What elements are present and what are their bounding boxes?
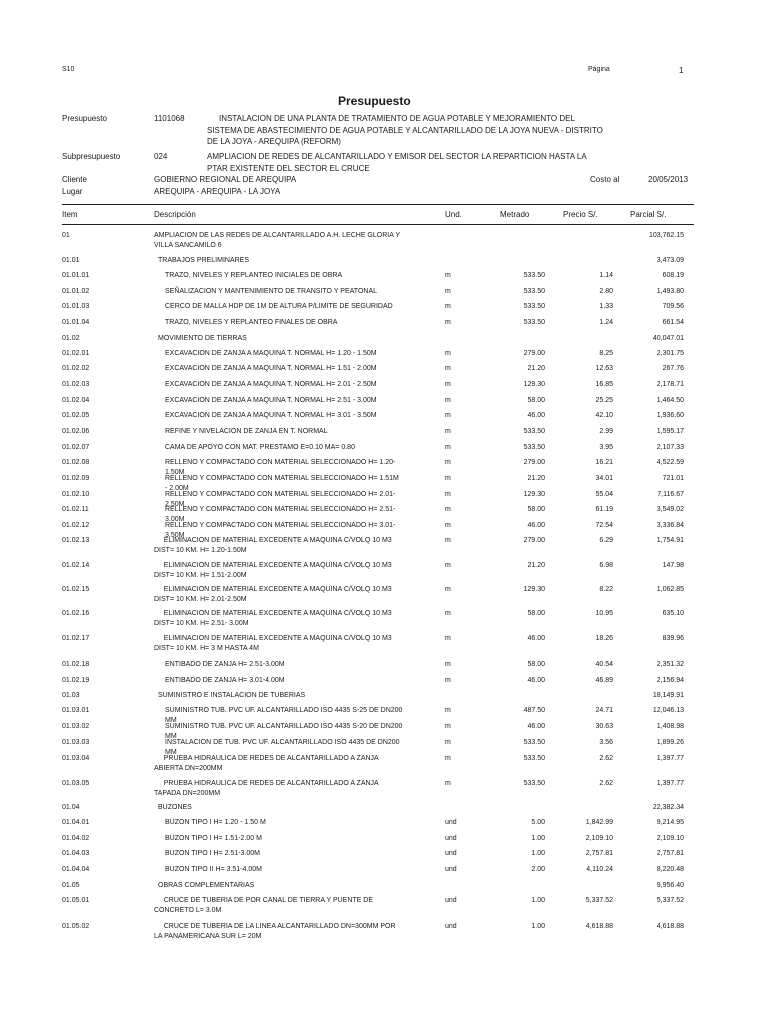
row-precio: 6.98 [599,562,613,569]
pagina-label: Página [588,66,610,73]
row-item: 01.04.04 [62,866,90,873]
row-item: 01.03.05 [62,780,90,787]
row-metrado: 129.30 [523,586,545,593]
row-metrado: 279.00 [523,459,545,466]
row-unit: m [445,303,451,310]
page-title: Presupuesto [338,94,411,108]
row-parcial: 1,595.17 [656,428,684,435]
row-parcial: 2,156.94 [656,677,684,684]
row-metrado: 533.50 [523,739,545,746]
row-description: RELLENO Y COMPACTADO CON MATERIAL SELECCIONADO H= 1.20-1.50M [165,459,396,476]
row-precio: 8.25 [599,350,613,357]
row-metrado: 1.00 [531,897,545,904]
row-precio: 5,337.52 [585,897,613,904]
row-parcial: 9,956.40 [656,882,684,889]
row-metrado: 533.50 [523,303,545,310]
row-metrado: 533.50 [523,755,545,762]
row-metrado: 533.50 [523,428,545,435]
row-unit: m [445,739,451,746]
row-item: 01.05.02 [62,923,90,930]
row-precio: 34.01 [595,475,613,482]
row-description: BUZON TIPO II H= 3.51-4.00M [165,866,262,873]
row-metrado: 58.00 [527,610,545,617]
row-metrado: 533.50 [523,288,545,295]
row-description: SUMINISTRO E INSTALACION DE TUBERIAS [158,692,306,699]
row-description: PRUEBA HIDRAULICA DE REDES DE ALCANTARILLADO A ZANJA ABIERTA DN=200MM [154,755,379,772]
row-description: SUMINISTRO TUB. PVC UF. ALCANTARILLADO ISO 4435 S-20 DE DN200 MM [165,723,403,740]
row-unit: m [445,272,451,279]
row-parcial: 2,109.10 [656,835,684,842]
row-parcial: 608.19 [662,272,684,279]
row-parcial: 4,618.88 [656,923,684,930]
row-unit: m [445,723,451,730]
row-item: 01.04 [62,804,80,811]
row-parcial: 2,757.81 [656,850,684,857]
row-unit: und [445,866,457,873]
row-description: ELIMINACION DE MATERIAL EXCEDENTE A MAQUINA C/VOLQ 10 M3 DIST= 10 KM. H= 1.51-2.00M [154,562,392,579]
row-precio: 61.19 [595,506,613,513]
row-item: 01.01.01 [62,272,90,279]
cliente-value: GOBIERNO REGIONAL DE AREQUIPA [154,175,297,184]
row-description: EXCAVACION DE ZANJA A MAQUINA T. NORMAL H= 3.01 - 3.50M [165,412,377,419]
row-parcial: 1,754.91 [656,537,684,544]
row-metrado: 21.20 [527,562,545,569]
row-metrado: 21.20 [527,475,545,482]
row-parcial: 7,116.67 [657,491,684,498]
row-metrado: 533.50 [523,272,545,279]
row-parcial: 18,149.91 [652,692,684,699]
subpresupuesto-description: AMPLIACION DE REDES DE ALCANTARILLADO Y EMISOR DEL SECTOR LA REPARTICION HASTA LA PTAR EXISTENTE DEL SECTOR EL CRUCE [207,152,587,173]
row-metrado: 533.50 [523,319,545,326]
row-item: 01.04.03 [62,850,90,857]
row-precio: 1.24 [599,319,613,326]
row-unit: m [445,780,451,787]
row-parcial: 661.54 [662,319,684,326]
row-unit: m [445,522,451,529]
row-item: 01.04.02 [62,835,90,842]
row-parcial: 2,107.33 [656,444,684,451]
row-description: SUMINISTRO TUB. PVC UF. ALCANTARILLADO ISO 4435 S-25 DE DN200 MM [165,707,403,724]
row-unit: m [445,677,451,684]
row-metrado: 129.30 [523,491,545,498]
row-parcial: 1,936.60 [656,412,684,419]
row-unit: m [445,319,451,326]
row-metrado: 487.50 [523,707,545,714]
row-precio: 1.33 [599,303,613,310]
row-item: 01.03.04 [62,755,90,762]
row-parcial: 2,301.75 [656,350,684,357]
row-unit: und [445,850,457,857]
costo-label: Costo al [590,175,620,184]
row-description: PRUEBA HIDRAULICA DE REDES DE ALCANTARILLADO A ZANJA TAPADA DN=200MM [154,780,379,797]
col-precio: Precio S/. [563,210,598,219]
row-parcial: 1,062.85 [656,586,684,593]
row-parcial: 1,493.80 [656,288,684,295]
row-precio: 3.95 [599,444,613,451]
row-item: 01.02.12 [62,522,90,529]
row-item: 01.02.11 [62,506,89,513]
row-parcial: 1,397.77 [656,755,684,762]
row-unit: m [445,586,451,593]
row-unit: m [445,755,451,762]
row-parcial: 2,351.32 [656,661,684,668]
subpresupuesto-code: 024 [154,152,168,161]
row-item: 01.03 [62,692,80,699]
row-precio: 24.71 [595,707,613,714]
row-item: 01.02.16 [62,610,90,617]
row-metrado: 1.00 [531,835,545,842]
row-unit: und [445,897,457,904]
row-precio: 16.21 [595,459,613,466]
row-precio: 6.29 [599,537,613,544]
row-precio: 10.95 [595,610,613,617]
row-item: 01.04.01 [62,819,90,826]
subpresupuesto-label: Subpresupuesto [62,152,121,161]
row-unit: m [445,381,451,388]
row-unit: m [445,459,451,466]
row-unit: m [445,562,451,569]
row-description: BUZON TIPO I H= 2.51-3.00M [165,850,260,857]
row-description: BUZON TIPO I H= 1.20 - 1.50 M [165,819,266,826]
costo-value: 20/05/2013 [648,175,689,184]
row-metrado: 1.00 [531,923,545,930]
row-precio: 2.62 [599,780,613,787]
row-parcial: 1,397.77 [656,780,684,787]
row-description: ELIMINACION DE MATERIAL EXCEDENTE A MAQUINA C/VOLQ 10 M3 DIST= 10 KM. H= 3 M HASTA 4M [154,635,392,652]
row-parcial: 635.10 [662,610,684,617]
row-metrado: 46.00 [527,412,545,419]
row-metrado: 46.00 [527,635,545,642]
col-descripcion: Descripción [154,210,196,219]
row-unit: m [445,491,451,498]
row-precio: 46.89 [595,677,613,684]
row-description: AMPLIACION DE LAS REDES DE ALCANTARILLADO A.H. LECHE GLORIA Y VILLA SANCAMILO 6 [154,232,400,249]
row-precio: 30.63 [595,723,613,730]
row-description: RELLENO Y COMPACTADO CON MATERIAL SELECCIONADO H= 3.01-3.50M [165,522,396,539]
row-parcial: 839.96 [662,635,684,642]
row-metrado: 533.50 [523,780,545,787]
row-description: EXCAVACION DE ZANJA A MAQUINA T. NORMAL H= 1.51 - 2.00M [165,365,377,372]
row-item: 01.02.14 [62,562,90,569]
row-description: MOVIMIENTO DE TIERRAS [158,335,247,342]
row-precio: 2.80 [599,288,613,295]
row-item: 01.01.02 [62,288,90,295]
row-unit: m [445,635,451,642]
row-parcial: 721.01 [662,475,684,482]
row-item: 01.03.01 [62,707,90,714]
row-metrado: 5.00 [531,819,545,826]
row-description: BUZONES [158,804,192,811]
row-item: 01.02.19 [62,677,90,684]
row-precio: 12.63 [595,365,613,372]
row-precio: 1,842.99 [585,819,613,826]
row-description: CRUCE DE TUBERIA DE LA LINEA ALCANTARILLADO DN=300MM POR LA PANAMERICANA SUR L= 20M [154,923,396,940]
col-parcial: Parcial S/. [630,210,667,219]
row-item: 01.02.05 [62,412,90,419]
row-precio: 72.54 [595,522,613,529]
row-description: ENTIBADO DE ZANJA H= 2.51-3.00M [165,661,285,668]
row-item: 01.02.08 [62,459,90,466]
row-unit: m [445,412,451,419]
row-parcial: 3,336.84 [656,522,684,529]
row-unit: m [445,537,451,544]
col-metrado: Metrado [500,210,530,219]
row-description: EXCAVACION DE ZANJA A MAQUINA T. NORMAL H= 2.51 - 3.00M [165,397,377,404]
row-metrado: 46.00 [527,677,545,684]
row-item: 01.02.01 [62,350,90,357]
lugar-value: AREQUIPA - AREQUIPA - LA JOYA [154,187,281,196]
row-description: RELLENO Y COMPACTADO CON MATERIAL SELECCIONADO H= 2.01-2.50M [165,491,396,508]
row-unit: m [445,397,451,404]
row-description: INSTALACION DE TUB. PVC UF. ALCANTARILLADO ISO 4435 DE DN200 MM [165,739,400,756]
row-description: OBRAS COMPLEMENTARIAS [158,882,255,889]
row-metrado: 279.00 [523,537,545,544]
s10-label: S10 [62,66,75,73]
row-description: TRAZO, NIVELES Y REPLANTEO FINALES DE OBRA [165,319,338,326]
row-parcial: 5,337.52 [656,897,684,904]
row-parcial: 1,464.50 [656,397,684,404]
presupuesto-label: Presupuesto [62,114,107,123]
row-item: 01 [62,232,70,239]
row-parcial: 1,899.26 [656,739,684,746]
row-precio: 25.25 [595,397,613,404]
row-item: 01.02.06 [62,428,90,435]
row-precio: 3.56 [599,739,613,746]
row-description: ENTIBADO DE ZANJA H= 3.01-4.00M [165,677,285,684]
row-metrado: 21.20 [527,365,545,372]
row-parcial: 147.98 [662,562,684,569]
row-precio: 1.14 [599,272,613,279]
row-parcial: 9,214.95 [656,819,684,826]
row-item: 01.02.02 [62,365,90,372]
row-metrado: 58.00 [527,397,545,404]
row-item: 01.05 [62,882,80,889]
row-metrado: 1.00 [531,850,545,857]
cliente-label: Cliente [62,175,87,184]
row-description: RELLENO Y COMPACTADO CON MATERIAL SELECCIONADO H= 2.51-3.00M [165,506,396,523]
row-unit: m [445,428,451,435]
lugar-label: Lugar [62,187,83,196]
row-description: TRAZO, NIVELES Y REPLANTEO INICIALES DE OBRA [165,272,343,279]
row-description: RELLENO Y COMPACTADO CON MATERIAL SELECCIONADO H= 1.51M - 2.00M [165,475,399,492]
row-item: 01.02.04 [62,397,90,404]
row-unit: m [445,707,451,714]
row-item: 01.02.07 [62,444,90,451]
row-item: 01.01.03 [62,303,90,310]
row-item: 01.02.10 [62,491,90,498]
row-description: ELIMINACION DE MATERIAL EXCEDENTE A MAQUINA C/VOLQ 10 M3 DIST= 10 KM. H= 2.01-2.50M [154,586,392,603]
row-parcial: 12,046.13 [652,707,684,714]
row-unit: m [445,288,451,295]
presupuesto-code: 1101068 [154,114,185,123]
row-item: 01.02.13 [62,537,90,544]
row-item: 01.02.09 [62,475,90,482]
row-metrado: 58.00 [527,661,545,668]
row-metrado: 46.00 [527,723,545,730]
row-precio: 2.62 [599,755,613,762]
row-unit: m [445,475,451,482]
header-top-rule [62,204,694,205]
row-parcial: 3,549.02 [656,506,684,513]
row-description: SEÑALIZACION Y MANTENIMIENTO DE TRANSITO Y PEATONAL [165,288,377,295]
row-parcial: 40,047.01 [652,335,684,342]
row-unit: m [445,661,451,668]
row-item: 01.02 [62,335,80,342]
row-description: CAMA DE APOYO CON MAT. PRESTAMO E=0.10 MA= 0.80 [165,444,355,451]
row-item: 01.02.18 [62,661,90,668]
row-precio: 2,757.81 [585,850,613,857]
row-precio: 2.99 [599,428,613,435]
row-item: 01.02.03 [62,381,90,388]
row-metrado: 2.00 [531,866,545,873]
row-parcial: 1,408.98 [656,723,684,730]
row-unit: und [445,835,457,842]
row-item: 01.03.03 [62,739,90,746]
row-precio: 40.54 [595,661,613,668]
row-precio: 8.22 [599,586,613,593]
col-und: Und. [445,210,462,219]
row-parcial: 709.56 [662,303,684,310]
row-parcial: 2,178.71 [656,381,684,388]
row-unit: m [445,506,451,513]
row-precio: 16.85 [595,381,613,388]
row-parcial: 4,522.59 [656,459,684,466]
row-metrado: 129.30 [523,381,545,388]
row-description: CRUCE DE TUBERIA DE POR CANAL DE TIERRA Y PUENTE DE CONCRETO L= 3.0M [154,897,373,914]
row-unit: m [445,365,451,372]
row-description: EXCAVACION DE ZANJA A MAQUINA T. NORMAL H= 2.01 - 2.50M [165,381,377,388]
row-precio: 4,618.88 [585,923,613,930]
row-description: TRABAJOS PRELIMINARES [158,257,250,264]
row-parcial: 267.76 [662,365,684,372]
row-description: EXCAVACION DE ZANJA A MAQUINA T. NORMAL H= 1.20 - 1.50M [165,350,377,357]
row-item: 01.02.15 [62,586,90,593]
row-unit: und [445,819,457,826]
row-unit: und [445,923,457,930]
row-parcial: 8,220.48 [656,866,684,873]
row-metrado: 58.00 [527,506,545,513]
row-precio: 55.04 [595,491,613,498]
row-precio: 18.26 [595,635,613,642]
row-unit: m [445,350,451,357]
row-description: ELIMINACION DE MATERIAL EXCEDENTE A MAQUINA C/VOLQ 10 M3 DIST= 10 KM. H= 1.20-1.50M [154,537,392,554]
row-unit: m [445,610,451,617]
row-precio: 2,109.10 [585,835,613,842]
row-description: CERCO DE MALLA HDP DE 1M DE ALTURA P/LIMITE DE SEGURIDAD [165,303,393,310]
row-precio: 4,110.24 [586,866,613,873]
pagina-number: 1 [679,66,684,75]
row-item: 01.05.01 [62,897,90,904]
row-item: 01.01 [62,257,80,264]
row-description: REFINE Y NIVELACION DE ZANJA EN T. NORMAL [165,428,328,435]
row-metrado: 533.50 [523,444,545,451]
header-bottom-rule [62,224,694,225]
row-item: 01.01.04 [62,319,90,326]
col-item: Item [62,210,78,219]
row-metrado: 46.00 [527,522,545,529]
row-precio: 42.10 [595,412,613,419]
row-parcial: 22,382.34 [652,804,684,811]
row-unit: m [445,444,451,451]
presupuesto-description: INSTALACION DE UNA PLANTA DE TRATAMIENTO DE AGUA POTABLE Y MEJORAMIENTO DEL SISTEMA DE ABASTECIMIENTO DE AGUA POTABLE Y ALCANTARILLADO DE LA JOYA NUEVA - DISTRITO DE LA JOYA - AREQUIPA (REFORM) [207,114,603,146]
row-description: BUZON TIPO I H= 1.51-2.00 M [165,835,262,842]
row-description: ELIMINACION DE MATERIAL EXCEDENTE A MAQUINA C/VOLQ 10 M3 DIST= 10 KM. H= 2.51- 3.00M [154,610,392,627]
row-parcial: 103,762.15 [648,232,684,239]
row-parcial: 3,473.09 [656,257,684,264]
row-item: 01.03.02 [62,723,90,730]
row-metrado: 279.00 [523,350,545,357]
row-item: 01.02.17 [62,635,90,642]
